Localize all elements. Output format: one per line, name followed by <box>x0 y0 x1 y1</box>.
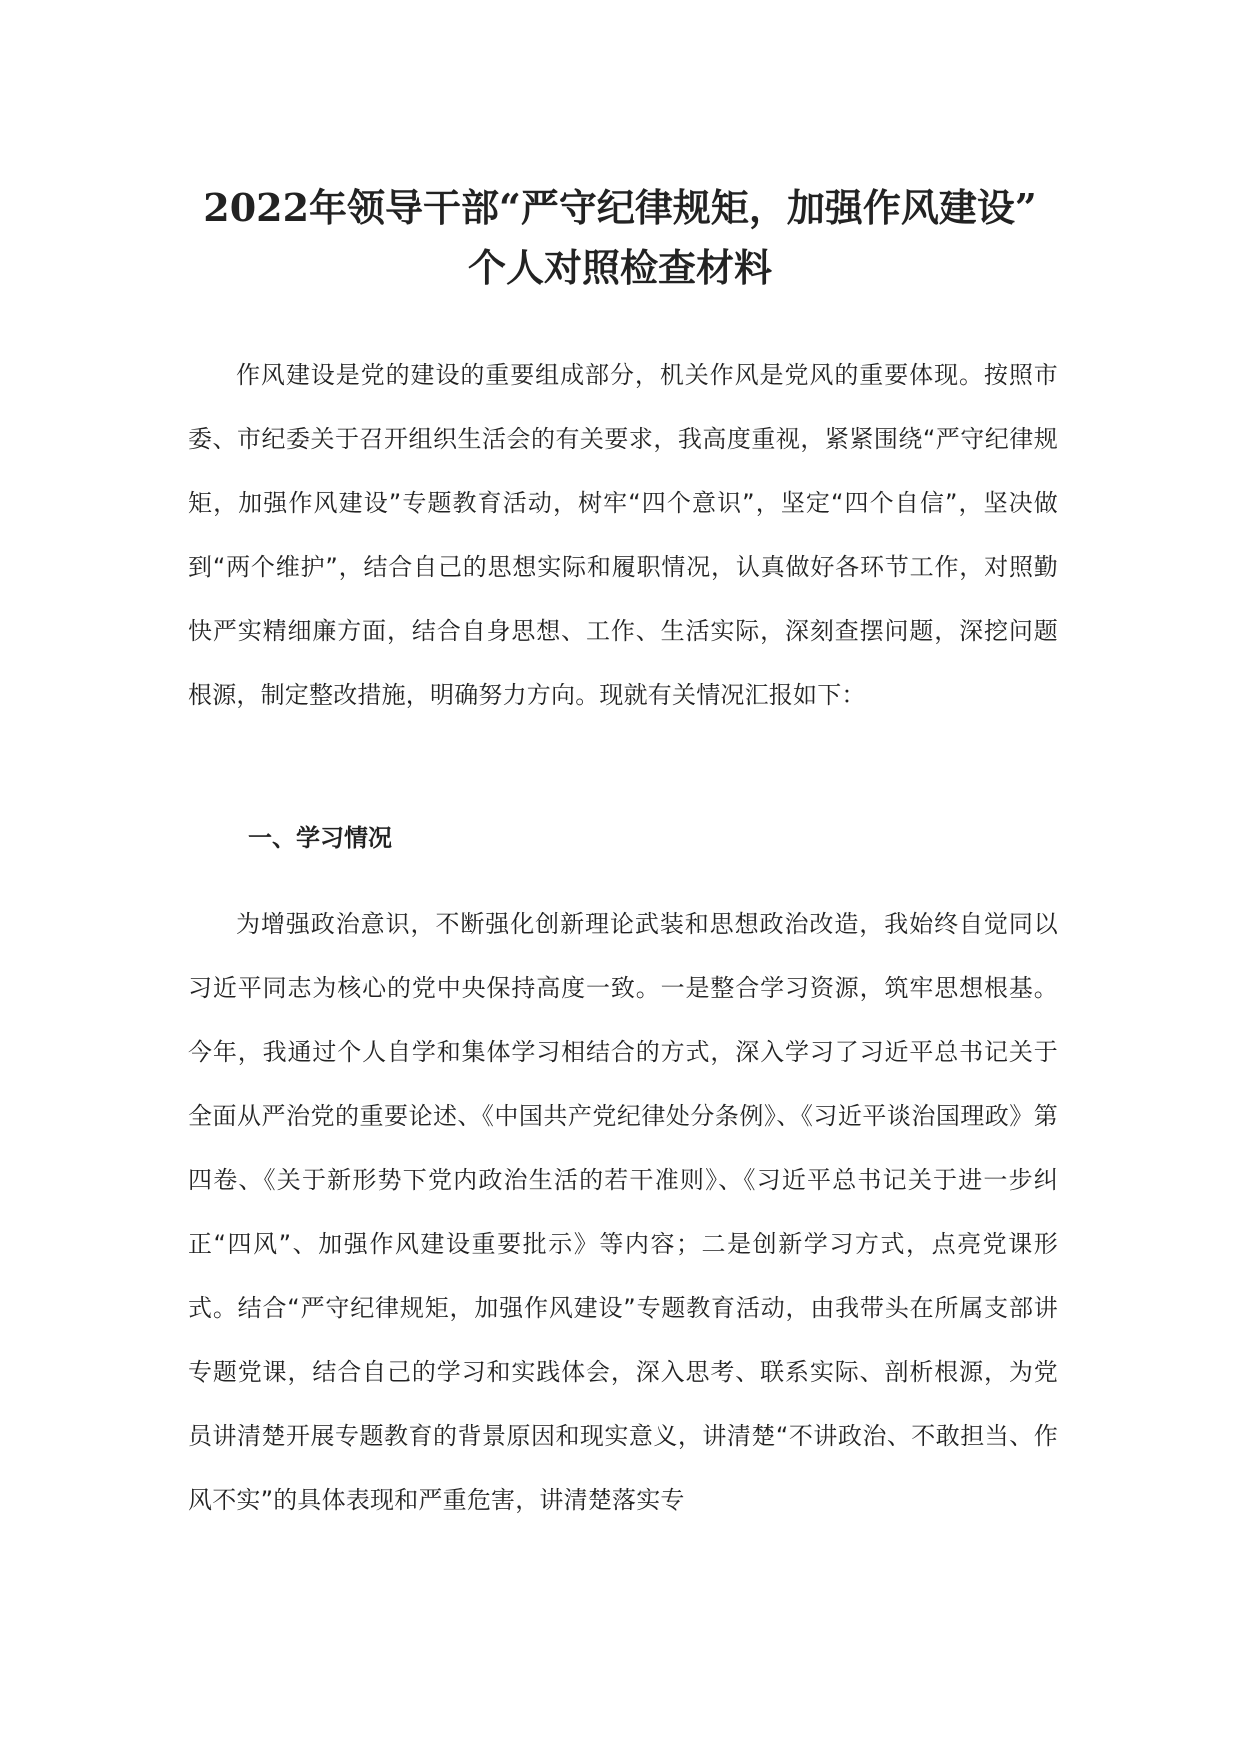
section-heading-study: 一、学习情况 <box>248 824 392 852</box>
study-section <box>188 892 1058 1532</box>
title-line-1: 2022年领导干部“严守纪律规矩，加强作风建设” <box>203 185 1037 230</box>
intro-paragraph: 作风建设是党的建设的重要组成部分，机关作风是党风的重要体现。按照市委、市纪委关于召开组织生活会的有关要求，我高度重视，紧紧围绕“严守纪律规矩，加强作风建设”专题教育活动，树牢“四个意识”，坚定“四个自信”，坚决做到“两个维护”，结合自己的思想实际和履职情况，认真做好各环节工作，对照勤快严实精细廉方面，结合自身思想、工作、生活实际，深刻查摆问题，深挖问题根源，制定整改措施，明确努力方向。现就有关情况汇报如下： <box>188 361 1058 709</box>
intro-section <box>188 343 1058 727</box>
document-title <box>160 178 1080 298</box>
study-paragraph: 为增强政治意识，不断强化创新理论武装和思想政治改造，我始终自觉同以习近平同志为核心的党中央保持高度一致。一是整合学习资源，筑牢思想根基。今年，我通过个人自学和集体学习相结合的方式，深入学习了习近平总书记关于全面从严治党的重要论述、《中国共产党纪律处分条例》、《习近平谈治国理政》第四卷、《关于新形势下党内政治生活的若干准则》、《习近平总书记关于进一步纠正“四风”、加强作风建设重要批示》等内容；二是创新学习方式，点亮党课形式。结合“严守纪律规矩，加强作风建设”专题教育活动，由我带头在所属支部讲专题党课，结合自己的学习和实践体会，深入思考、联系实际、剖析根源，为党员讲清楚开展专题教育的背景原因和现实意义，讲清楚“不讲政治、不敢担当、作风不实”的具体表现和严重危害，讲清楚落实专 <box>188 910 1058 1514</box>
title-line-2: 个人对照检查材料 <box>467 245 772 290</box>
